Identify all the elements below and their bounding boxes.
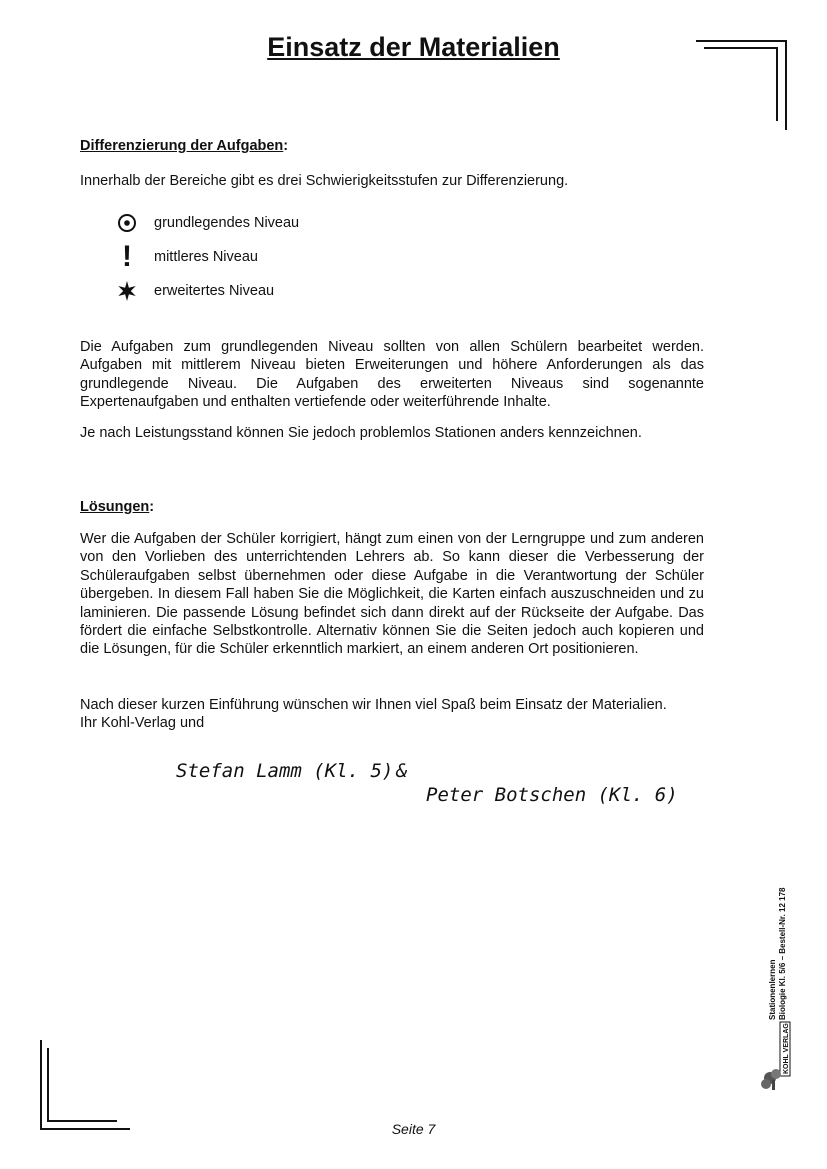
loesungen-heading — [80, 499, 154, 515]
loesungen-heading-colon: : — [149, 499, 155, 515]
exclamation-icon: ! — [122, 240, 132, 273]
level-item-medium — [112, 240, 258, 273]
loesungen-paragraph: Wer die Aufgaben der Schüler korrigiert, hängt zum einen von der Lerngruppe und zum anderen von den Vorlieben des unterrichtenden Lehrers ab. So kann dieser die Verbesserung der Schüleraufgaben selbst übernehmen oder diese Aufgabe in die Verantwortung der Schüler übergeben. In diesem Fall haben Sie die Möglichkeit, die Karten einfach auszuschneiden und zu laminieren. Die passende Lösung befindet sich dann direkt auf der Rückseite der Aufgabe. Das fördert die einfache Selbstkontrolle. Alternativ können Sie die Seiten jedoch auch kopieren und die Lösungen, für die Schüler erkenntlich markiert, an einem anderen Ort positionieren. — [80, 531, 704, 658]
signature-ampersand: & — [396, 760, 408, 782]
corner-line — [47, 1048, 49, 1122]
star-icon — [112, 280, 142, 302]
level-label: grundlegendes Niveau — [154, 215, 300, 231]
kohl-verlag-logo — [760, 1020, 796, 1092]
differenzierung-paragraph: Die Aufgaben zum grundlegenden Niveau sollten von allen Schülern bearbeitet werden. Aufgaben mit mittlerem Niveau bieten Erweiterungen und höhere Anforderungen als das grundlegende Niveau. Die Aufgaben des erweiterten Niveaus sind sogenannte Expertenaufgaben und enthalten vertiefende oder weiterführende Inhalte. — [80, 339, 704, 411]
sidebar-publisher-info — [768, 870, 798, 1020]
loesungen-heading-text: Lösungen — [80, 499, 150, 515]
signature-author-1: Stefan Lamm (Kl. 5) — [176, 760, 394, 782]
differenzierung-heading-text: Differenzierung der Aufgaben — [80, 138, 284, 154]
sidebar-order-number: Biologie Kl. 5/6 – Bestell-Nr. 12 178 — [778, 887, 787, 1020]
level-item-advanced — [112, 278, 274, 304]
differenzierung-heading — [80, 138, 288, 154]
sidebar-text — [768, 870, 798, 1020]
signature-author-2: Peter Botschen (Kl. 6) — [426, 784, 678, 806]
differenzierung-intro: Innerhalb der Bereiche gibt es drei Schwierigkeitsstufen zur Differenzierung. — [80, 173, 569, 189]
target-circle-icon — [112, 213, 142, 233]
closing-greeting: Nach dieser kurzen Einführung wünschen wir Ihnen viel Spaß beim Einsatz der Materialien. — [80, 697, 667, 713]
sidebar-series: Stationenlernen — [768, 959, 777, 1020]
corner-line — [40, 1040, 42, 1130]
differenzierung-note: Je nach Leistungsstand können Sie jedoch problemlos Stationen anders kennzeichnen. — [80, 425, 642, 441]
level-label: erweitertes Niveau — [154, 283, 275, 299]
logo-text: KOHL VERLAG — [783, 1023, 790, 1074]
page-title: Einsatz der Materialien — [267, 32, 560, 62]
differenzierung-heading-colon: : — [283, 138, 289, 154]
closing-signoff: Ihr Kohl-Verlag und — [80, 715, 205, 731]
level-item-basic — [112, 210, 299, 236]
page-number: Seite 7 — [391, 1121, 436, 1137]
level-label: mittleres Niveau — [154, 249, 258, 265]
